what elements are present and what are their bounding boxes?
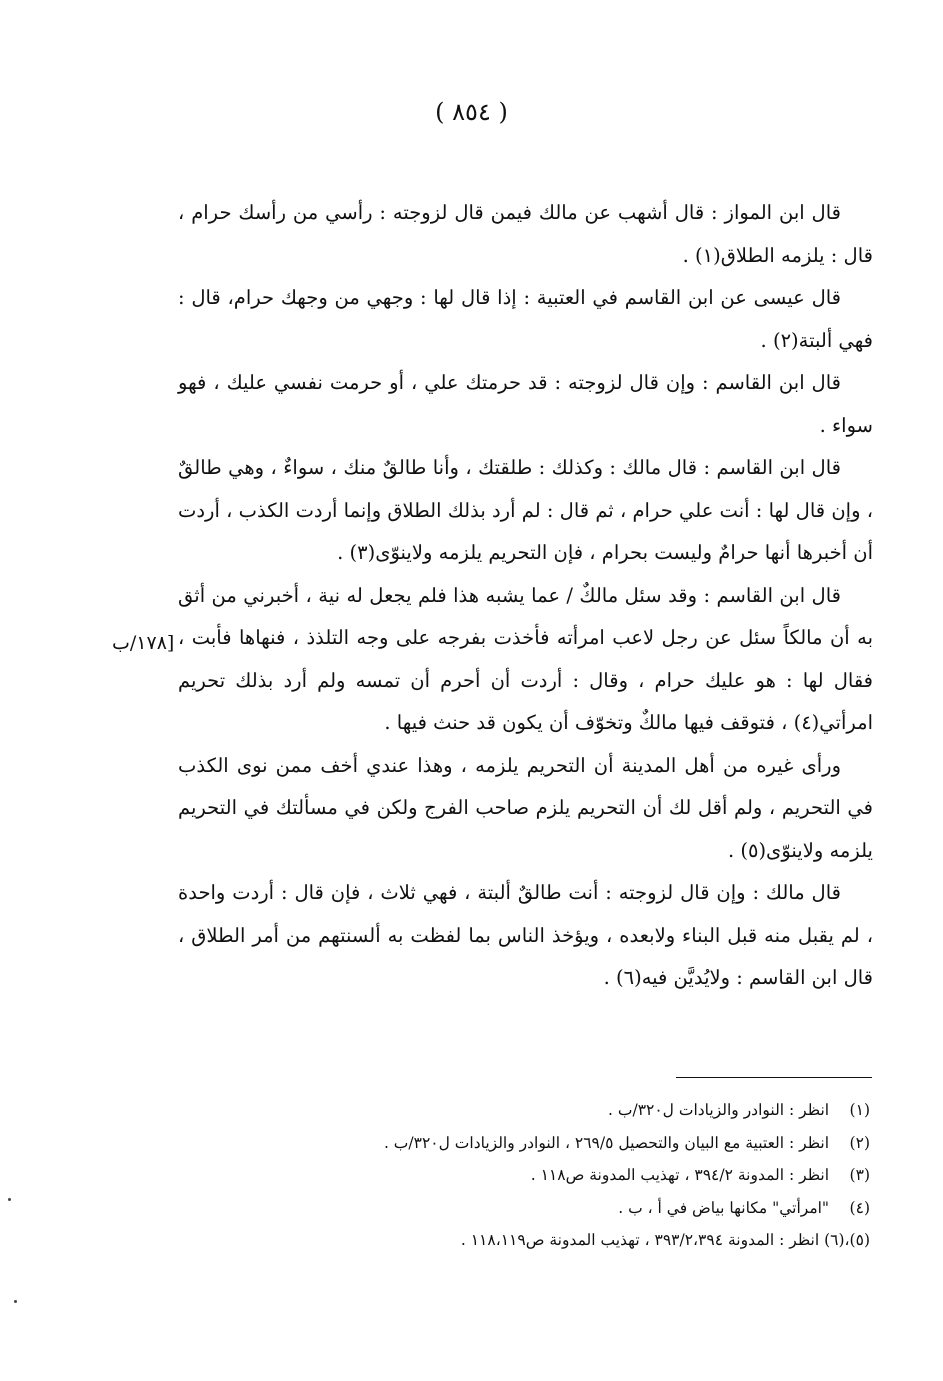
footnote-number: (١): [849, 1101, 870, 1119]
scan-speck: [8, 1198, 11, 1201]
margin-folio-note: [١٧٨/ب: [112, 632, 175, 654]
footnote-text: انظر : العتبية مع البيان والتحصيل ٢٦٩/٥ ، النوادر والزيادات ل٣٢٠/ب .: [383, 1133, 830, 1152]
footnotes: [240, 1094, 870, 1257]
footnote: [240, 1094, 870, 1127]
paragraph: ورأى غيره من أهل المدينة أن التحريم يلزمه ، وهذا عندي أخف ممن نوى الكذب في التحريم ، ولم أقل لك أن التحريم يلزم صاحب الفرج ولكن في مسألتك في التحريم يلزمه ولاينوّى(٥) .: [178, 753, 873, 862]
paragraph: قال عيسى عن ابن القاسم في العتبية : إذا قال لها : وجهي من وجهك حرام، قال : فهي ألبتة(٢) .: [178, 286, 873, 352]
footnote-number: (٥)،(٦): [824, 1231, 870, 1249]
paragraph: قال ابن القاسم : وإن قال لزوجته : قد حرمتك علي ، أو حرمت نفسي عليك ، فهو سواء .: [178, 371, 873, 437]
footnote-text: "امرأتي" مكانها بياض في أ ، ب .: [618, 1198, 830, 1217]
footnote: [240, 1159, 870, 1192]
footnote: [240, 1127, 870, 1160]
paragraph: قال ابن القاسم : وقد سئل مالكٌ / عما يشبه هذا فلم يجعل له نية ، أخبرني من أثق به أن مالكاً سئل عن رجل لاعب امرأته فأخذت بفرجه على وجه التلذذ ، فنهاها فأبت ، فقال لها : هو عليك حرام ، وقال : أردت أن أحرم أن تمسه ولم أرد بذلك تحريم امرأتي(٤) ، فتوقف فيها مالكٌ وتخوّف أن يكون قد حنث فيها .: [178, 583, 873, 734]
footnote-number: (٤): [849, 1198, 870, 1217]
footnote: [240, 1224, 870, 1257]
scan-speck: [14, 1300, 17, 1303]
footnote-number: (٢): [849, 1133, 870, 1152]
footnote-separator: [676, 1077, 872, 1078]
footnote-text: انظر : المدونة ٣٩٣/٢،٣٩٤ ، تهذيب المدونة ص١١٨،١١٩ .: [460, 1231, 820, 1249]
body-text: [178, 192, 873, 1000]
paragraph: قال ابن القاسم : قال مالك : وكذلك : طلقتك ، وأنا طالقٌ منك ، سواءٌ ، وهي طالقٌ ، وإن قال لها : أنت علي حرام ، ثم قال : لم أرد بذلك الطلاق وإنما أردت الكذب ، أردت أن أخبرها أنها حرامٌ وليست بحرام ، فإن التحريم يلزمه ولاينوّى(٣) .: [178, 456, 873, 564]
paragraph: قال ابن المواز : قال أشهب عن مالك فيمن قال لزوجته : رأسي من رأسك حرام ، قال : يلزمه الطلاق(١) .: [178, 201, 873, 267]
footnote-text: انظر : المدونة ٣٩٤/٢ ، تهذيب المدونة ص١١٨ .: [530, 1166, 830, 1184]
footnote-number: (٣): [849, 1166, 870, 1184]
footnote-text: انظر : النوادر والزيادات ل٣٢٠/ب .: [608, 1101, 830, 1119]
footnote: [240, 1192, 870, 1225]
paragraph: قال مالك : وإن قال لزوجته : أنت طالقٌ ألبتة ، فهي ثلاث ، فإن قال : أردت واحدة ، لم يقبل منه قبل البناء ولابعده ، ويؤخذ الناس بما لفظت به ألسنتهم من أمر الطلاق ، قال ابن القاسم : ولايُديَّن فيه(٦) .: [178, 881, 873, 989]
page-number: ( ٨٥٤ ): [435, 98, 508, 126]
